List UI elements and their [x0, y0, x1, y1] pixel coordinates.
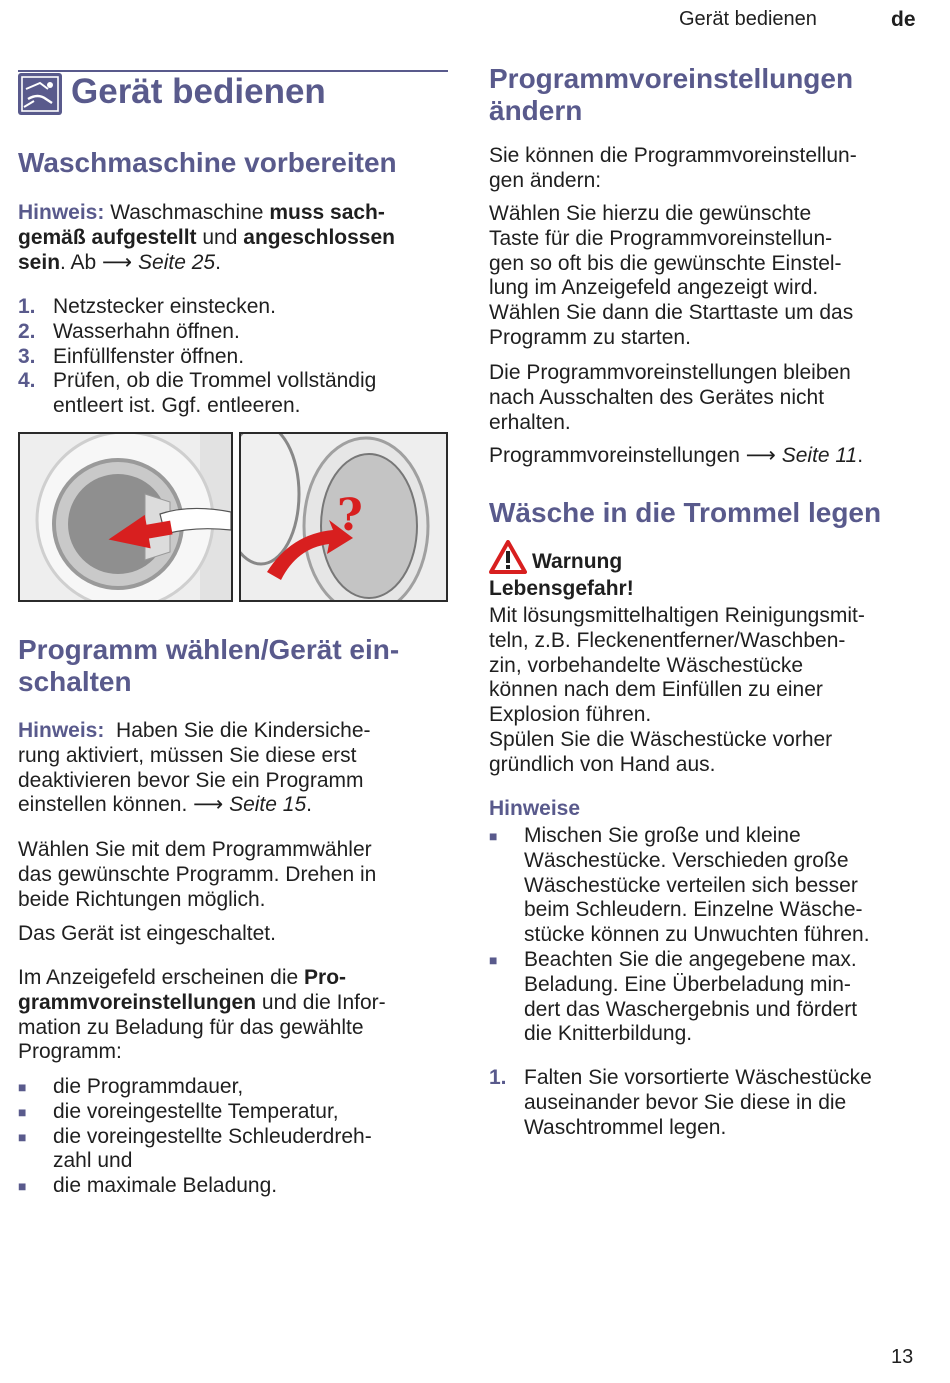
- note-text: .: [215, 250, 221, 274]
- text: Im Anzeigefeld erscheinen die: [18, 966, 305, 989]
- text-line: Taste für die Programmvoreinstellun-: [489, 226, 833, 250]
- note-text: Haben Sie die Kindersiche-: [116, 719, 371, 742]
- text-line: Waschtrommel legen.: [524, 1115, 727, 1139]
- presets-reference: [489, 444, 929, 469]
- note-text: und: [196, 225, 244, 249]
- list-item: [18, 1100, 448, 1125]
- bullet-icon: ■: [18, 1178, 27, 1195]
- heading-load-laundry: Wäsche in die Trommel legen: [489, 497, 882, 528]
- paragraph-presets-retained: [489, 361, 929, 435]
- step-text: Prüfen, ob die Trommel vollständig: [53, 369, 377, 393]
- step-number: 1.: [489, 1066, 507, 1089]
- text-line: Wählen Sie mit dem Programmwähler: [18, 838, 372, 861]
- text-line: Sie können die Programmvoreinstellun-: [489, 144, 857, 167]
- note-text-bold: angeschlossen: [243, 225, 395, 249]
- warning-label: Warnung: [532, 550, 623, 573]
- text-line: das gewünschte Programm. Drehen in: [18, 862, 377, 886]
- heading-line: Programm wählen/Gerät ein-: [18, 634, 400, 665]
- text-bold: Pro-: [304, 966, 347, 989]
- text-line: beide Richtungen möglich.: [18, 887, 266, 911]
- text: und die Infor-: [256, 990, 386, 1014]
- bullet-icon: ■: [489, 951, 498, 968]
- heading-change-presets: [489, 63, 929, 127]
- list-item-text: die voreingestellte Schleuderdreh-: [53, 1124, 372, 1148]
- step-number: 1.: [18, 295, 36, 318]
- bullet-icon: ■: [18, 1079, 27, 1095]
- text-line: Mischen Sie große und kleine: [524, 824, 801, 847]
- heading-line: Programmvoreinstellungen: [489, 63, 854, 94]
- list-item: [18, 320, 448, 345]
- reference-text: .: [857, 444, 864, 467]
- text-line: Programm:: [18, 1040, 122, 1064]
- note-text: einstellen können. ⟶: [18, 793, 230, 817]
- display-info-list: [18, 1075, 448, 1199]
- step-text-continued: entleert ist. Ggf. entleeren.: [53, 394, 301, 418]
- text-line: gen ändern:: [489, 168, 602, 192]
- text-line: Mit lösungsmittelhaltigen Reinigungsmit-: [489, 604, 865, 627]
- heading-select-program: [18, 634, 448, 698]
- list-item-text: die Programmdauer,: [53, 1075, 244, 1098]
- question-mark-label: ?: [337, 490, 363, 541]
- note-text: .: [306, 793, 312, 817]
- step-text: Einfüllfenster öffnen.: [53, 344, 245, 368]
- note-text: deaktivieren bevor Sie ein Programm: [18, 768, 364, 792]
- text-line: gründlich von Hand aus.: [489, 752, 716, 776]
- text-line: Beladung. Eine Überbeladung min-: [524, 972, 851, 996]
- heading-hints: Hinweise: [489, 797, 581, 820]
- bullet-icon: ■: [18, 1103, 27, 1120]
- hand-operating-appliance-icon: [18, 73, 62, 115]
- figure-check-drum: [239, 432, 448, 602]
- text-line: auseinander bevor Sie diese in die: [524, 1090, 847, 1114]
- list-item: [18, 1125, 448, 1175]
- text-line: erhalten.: [489, 410, 571, 434]
- text-line: die Knitterbildung.: [524, 1022, 693, 1046]
- text-bold: grammvoreinstellungen: [18, 990, 257, 1014]
- note-text-bold: muss sach-: [269, 201, 385, 224]
- text-line: Wäschestücke verteilen sich besser: [524, 873, 858, 897]
- hints-list: [489, 824, 929, 1047]
- paragraph-program-selector: [18, 838, 448, 912]
- heading-line: ändern: [489, 95, 583, 126]
- text-line: beim Schleudern. Einzelne Wäsche-: [524, 898, 863, 922]
- running-header-language: de: [891, 8, 916, 31]
- list-item: [18, 345, 448, 370]
- page-reference-link[interactable]: Seite 25: [138, 250, 216, 274]
- list-item: [18, 1174, 448, 1199]
- paragraph-display-info: [18, 966, 448, 1065]
- step-number: 4.: [18, 369, 36, 393]
- text-line: zin, vorbehandelte Wäschestücke: [489, 653, 804, 677]
- step-number: 3.: [18, 344, 36, 368]
- list-item-text: die voreingestellte Temperatur,: [53, 1099, 339, 1123]
- note-text: rung aktiviert, müssen Sie diese erst: [18, 743, 357, 767]
- text-line: Beachten Sie die angegebene max.: [524, 947, 857, 971]
- warning-danger: Lebensgefahr!: [489, 577, 634, 600]
- text-line: Wählen Sie hierzu die gewünschte: [489, 202, 812, 225]
- bullet-icon: ■: [18, 1128, 27, 1145]
- text-line: stücke können zu Unwuchten führen.: [524, 923, 870, 947]
- text-line: können nach dem Einfüllen zu einer: [489, 678, 823, 702]
- note-text: Waschmaschine: [110, 201, 270, 224]
- heading-prepare-machine: Waschmaschine vorbereiten: [18, 147, 397, 178]
- paragraph-presets-howto: [489, 202, 929, 351]
- text-line: Programm zu starten.: [489, 325, 691, 349]
- heading-line: schalten: [18, 666, 132, 697]
- step-text: Netzstecker einstecken.: [53, 295, 276, 318]
- list-item-text: die maximale Beladung.: [53, 1174, 278, 1198]
- note-label: Hinweis:: [18, 719, 105, 742]
- prep-steps-list: [18, 295, 448, 419]
- note-text-bold: gemäß aufgestellt: [18, 225, 197, 249]
- text-line: nach Ausschalten des Gerätes nicht: [489, 385, 825, 409]
- text-line: Die Programmvoreinstellungen bleiben: [489, 361, 851, 384]
- step-text: Wasserhahn öffnen.: [53, 319, 240, 343]
- warning-text: [489, 604, 929, 778]
- step-number: 2.: [18, 319, 36, 343]
- chapter-title: Gerät bedienen: [71, 72, 326, 111]
- note-text: . Ab ⟶: [60, 250, 139, 274]
- list-item: [489, 1066, 929, 1140]
- list-item: [489, 824, 929, 948]
- text-line: lung im Anzeigefeld angezeigt wird.: [489, 276, 819, 300]
- text-line: mation zu Beladung für das gewählte: [18, 1015, 364, 1039]
- text-line: Explosion führen.: [489, 703, 652, 727]
- paragraph-device-on: Das Gerät ist eingeschaltet.: [18, 922, 276, 945]
- note-child-lock: [18, 719, 448, 818]
- list-item-text-continued: zahl und: [53, 1149, 133, 1173]
- paragraph-presets-intro: [489, 144, 929, 194]
- list-item: [18, 1075, 448, 1100]
- text-line: Falten Sie vorsortierte Wäschestücke: [524, 1066, 872, 1089]
- text-line: gen so oft bis die gewünschte Einstel-: [489, 251, 842, 275]
- figure-open-door: [18, 432, 233, 602]
- list-item: [18, 295, 448, 320]
- page-number: 13: [891, 1346, 914, 1368]
- text-line: Wäschestücke. Verschieden große: [524, 848, 849, 872]
- note-text-bold: sein: [18, 250, 61, 274]
- list-item: [489, 948, 929, 1047]
- reference-text: Programmvoreinstellungen ⟶: [489, 444, 782, 467]
- warning-triangle-icon: [489, 540, 527, 574]
- list-item: [18, 369, 448, 419]
- text-line: Spülen Sie die Wäschestücke vorher: [489, 727, 833, 751]
- text-line: Wählen Sie dann die Starttaste um das: [489, 301, 854, 325]
- note-label: Hinweis:: [18, 201, 105, 224]
- running-header-section: Gerät bedienen: [679, 8, 817, 30]
- text-line: dert das Waschergebnis und fördert: [524, 997, 858, 1021]
- page-reference-link[interactable]: Seite 15: [229, 793, 307, 817]
- note-prepare: [18, 201, 448, 275]
- load-steps-list: [489, 1066, 929, 1140]
- bullet-icon: ■: [489, 828, 498, 844]
- page-reference-link[interactable]: Seite 11: [781, 444, 858, 467]
- text-line: teln, z.B. Fleckenentferner/Waschben-: [489, 628, 846, 652]
